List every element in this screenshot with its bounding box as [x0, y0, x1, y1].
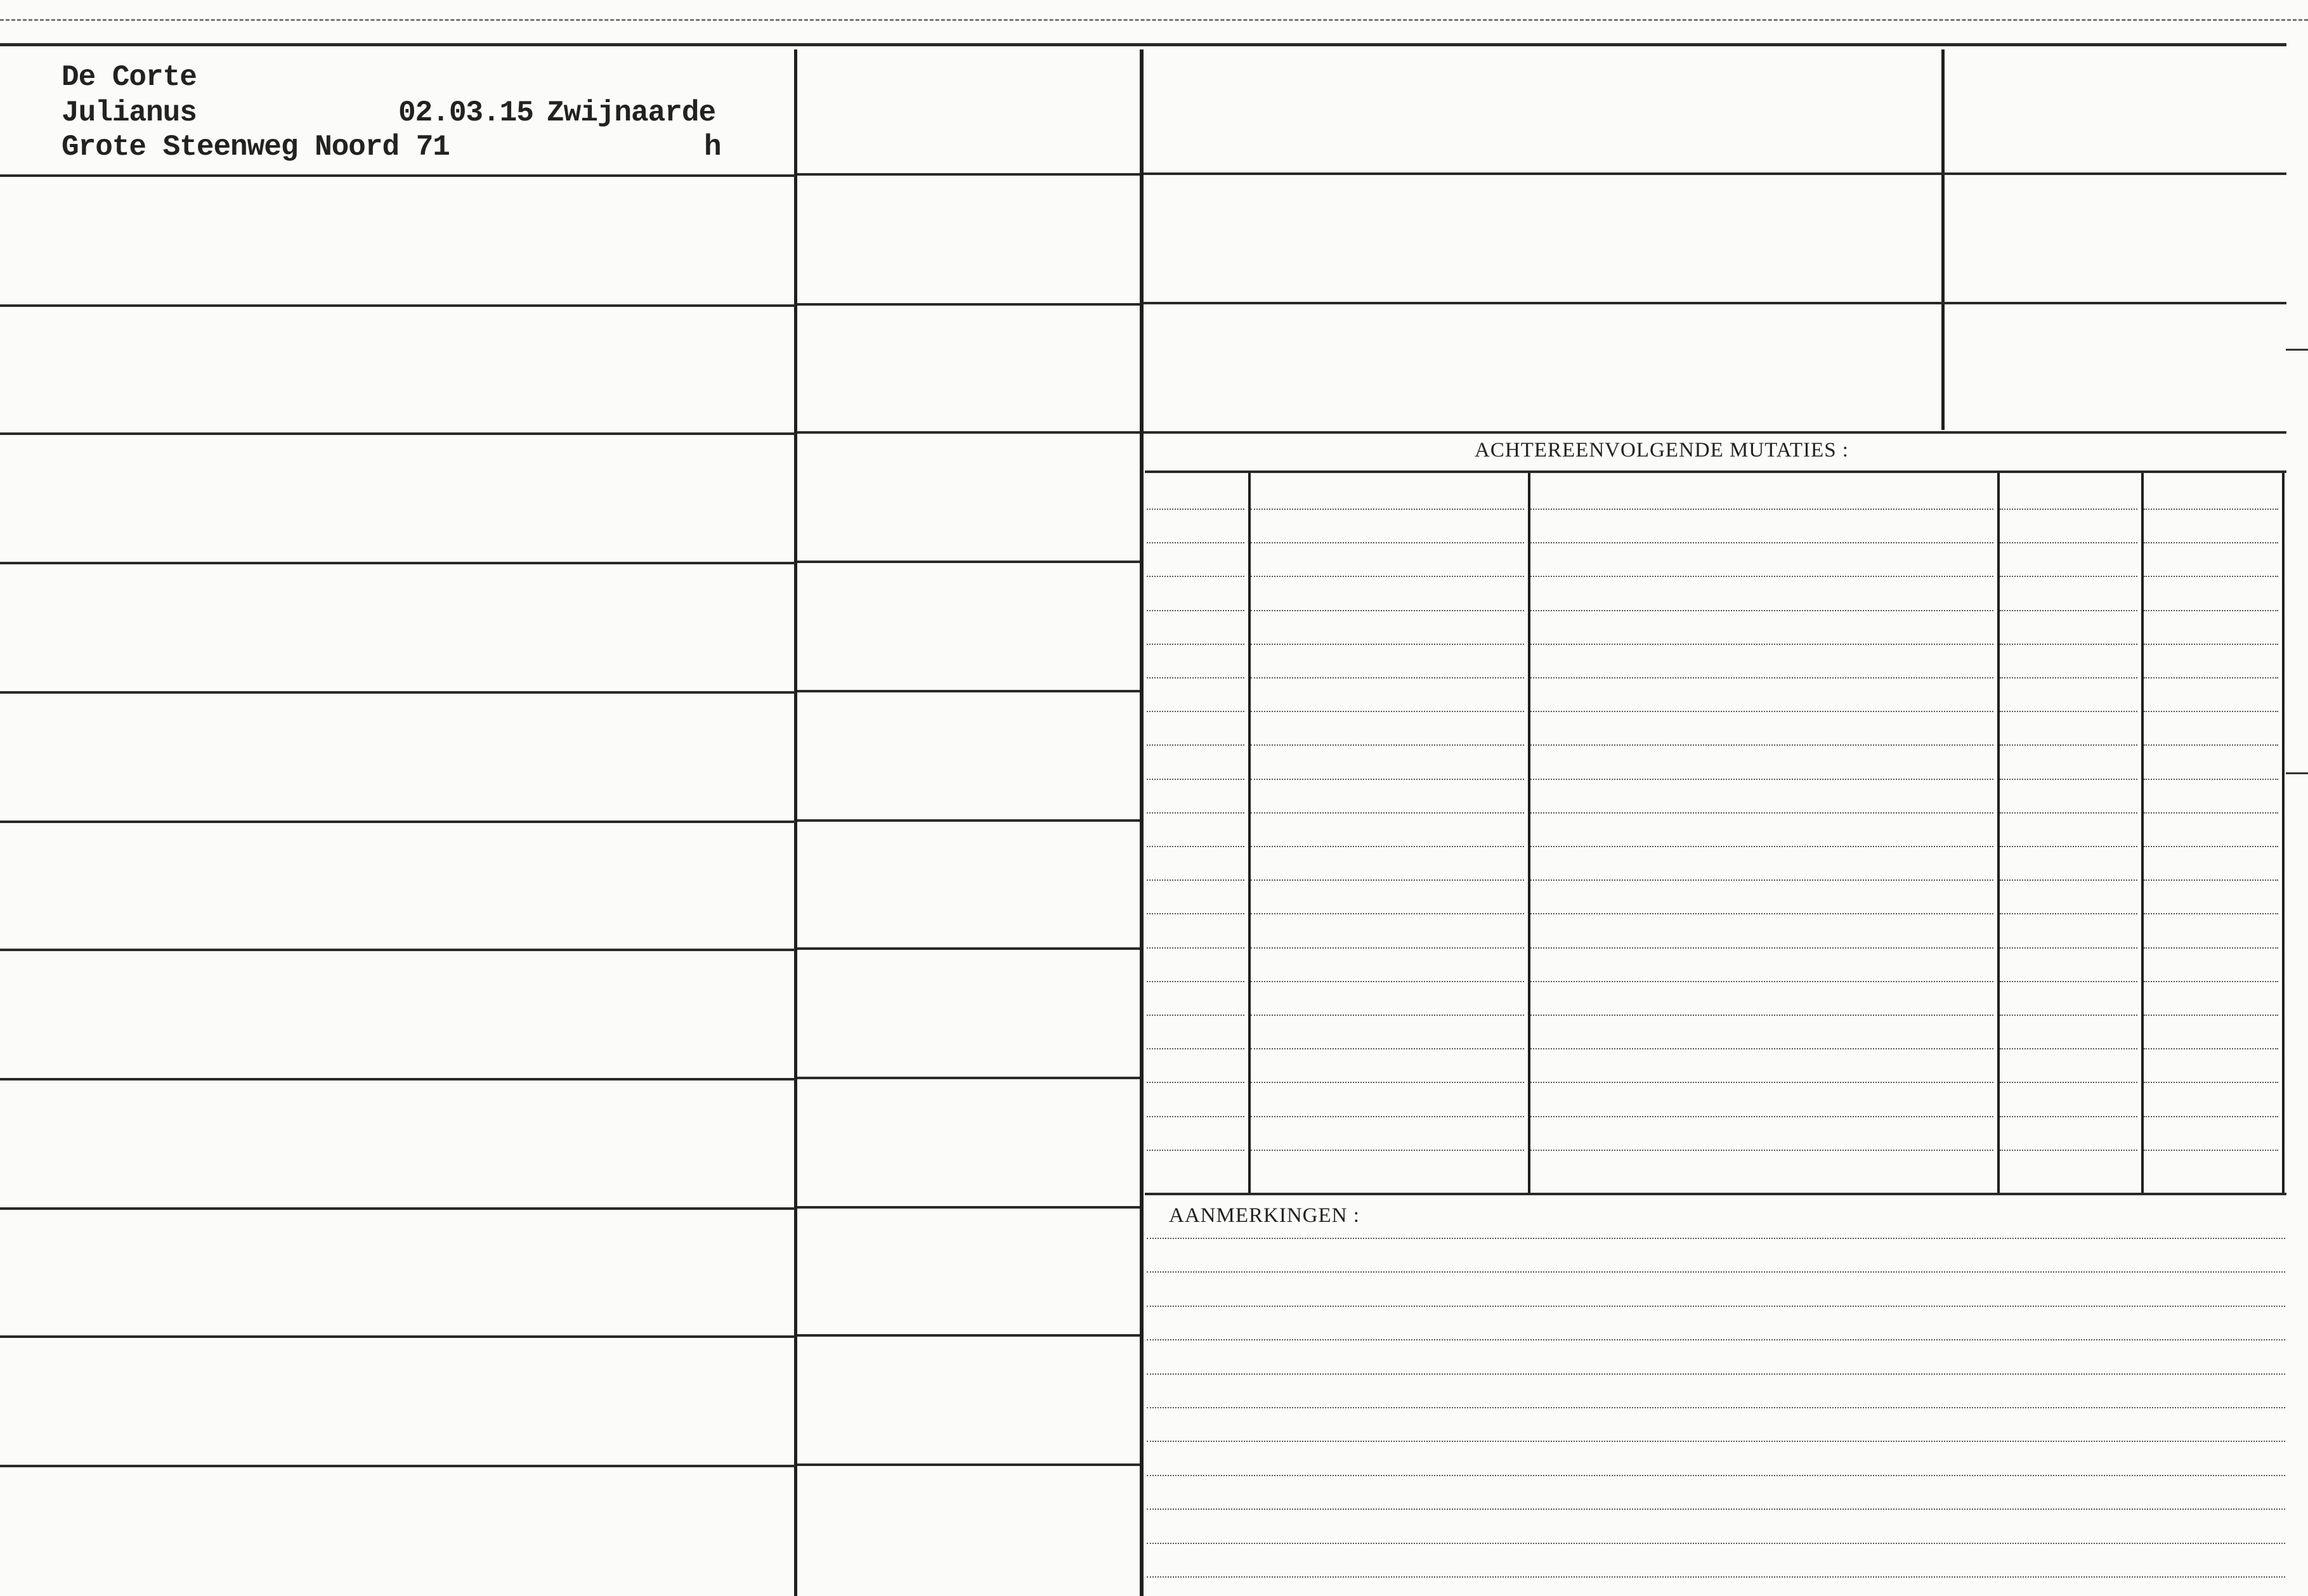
- mutation-row-line: [1251, 846, 1524, 847]
- mutation-row-line: [1530, 913, 1993, 914]
- mutation-row-line: [1251, 711, 1524, 712]
- mutation-row-line: [2000, 744, 2137, 746]
- mutation-row-line: [1251, 610, 1524, 611]
- remark-row-line: [1147, 1238, 2285, 1239]
- mutation-row-line: [1251, 913, 1524, 914]
- mutation-row-line: [1530, 779, 1993, 780]
- left-row-rule: [0, 1078, 795, 1080]
- mark: h: [704, 131, 721, 164]
- mutation-row-line: [1251, 509, 1524, 510]
- left-row-rule: [0, 432, 795, 435]
- middle-row-rule: [797, 1463, 1140, 1466]
- mutation-row-line: [2000, 947, 2137, 949]
- mutation-row-line: [1147, 744, 1244, 746]
- remarks-heading: AANMERKINGEN :: [1169, 1204, 1360, 1227]
- right-block-rule: [1144, 172, 2286, 175]
- middle-row-rule: [797, 173, 1140, 176]
- mutation-row-line: [2144, 947, 2278, 949]
- mutation-row-line: [1251, 879, 1524, 881]
- mutation-row-line: [1530, 812, 1993, 814]
- mutation-row-line: [2144, 610, 2278, 611]
- middle-row-rule: [797, 819, 1140, 822]
- mutation-row-line: [1251, 677, 1524, 678]
- remark-row-line: [1147, 1441, 2285, 1442]
- mutation-row-line: [2144, 879, 2278, 881]
- mutation-row-line: [2000, 812, 2137, 814]
- mutation-row-line: [1147, 509, 1244, 510]
- mutation-row-line: [2144, 779, 2278, 780]
- mutation-row-line: [2000, 509, 2137, 510]
- mutation-row-line: [1530, 542, 1993, 543]
- left-row-rule: [0, 949, 795, 951]
- mutation-row-line: [2000, 846, 2137, 847]
- mutation-row-line: [2000, 879, 2137, 881]
- mutation-row-line: [1147, 812, 1244, 814]
- mutation-row-line: [1530, 846, 1993, 847]
- mutation-row-line: [1530, 576, 1993, 577]
- mutation-row-line: [1530, 1116, 1993, 1117]
- mutation-row-line: [2144, 677, 2278, 678]
- mutation-row-line: [1251, 1048, 1524, 1049]
- mutations-heading: ACHTEREENVOLGENDE MUTATIES :: [1475, 439, 1849, 462]
- mutation-row-line: [2000, 779, 2137, 780]
- birth-place: Zwijnaarde: [547, 96, 716, 129]
- top-border: [0, 43, 2286, 46]
- surname: De Corte: [62, 61, 197, 94]
- left-row-rule: [0, 304, 795, 307]
- mutations-bottom-rule: [1145, 1193, 2286, 1195]
- middle-row-rule: [797, 1206, 1140, 1209]
- mutations-col-1: [1248, 473, 1251, 1193]
- mutations-col-4: [2141, 473, 2144, 1193]
- mutation-row-line: [2144, 981, 2278, 982]
- mutations-col-3: [1997, 473, 2000, 1193]
- column-divider-2: [1140, 49, 1144, 1596]
- mutation-row-line: [2000, 677, 2137, 678]
- middle-row-rule: [797, 947, 1140, 950]
- mutation-row-line: [2000, 1015, 2137, 1016]
- remark-row-line: [1147, 1475, 2285, 1476]
- middle-row-rule: [797, 690, 1140, 692]
- left-row-rule: [0, 562, 795, 564]
- mutation-row-line: [1251, 981, 1524, 982]
- left-row-rule: [0, 1465, 795, 1467]
- mutation-row-line: [1147, 1015, 1244, 1016]
- mutation-row-line: [1147, 779, 1244, 780]
- mutation-row-line: [1147, 1116, 1244, 1117]
- column-divider-3: [1941, 49, 1945, 430]
- mutation-row-line: [1147, 879, 1244, 881]
- mutation-row-line: [2144, 1048, 2278, 1049]
- mutation-row-line: [1251, 644, 1524, 645]
- mutation-row-line: [2144, 711, 2278, 712]
- mutation-row-line: [2000, 711, 2137, 712]
- mutation-row-line: [1251, 1015, 1524, 1016]
- mutation-row-line: [1530, 711, 1993, 712]
- mutation-row-line: [2144, 1015, 2278, 1016]
- mutation-row-line: [1530, 509, 1993, 510]
- mutations-col-5: [2282, 473, 2285, 1193]
- mutation-row-line: [1147, 711, 1244, 712]
- mutation-row-line: [1251, 542, 1524, 543]
- middle-row-rule: [797, 431, 1140, 434]
- mutation-row-line: [2144, 1082, 2278, 1083]
- middle-row-rule: [797, 1334, 1140, 1337]
- mutation-row-line: [2000, 1048, 2137, 1049]
- given-name: Julianus: [62, 96, 197, 129]
- mutation-row-line: [1147, 610, 1244, 611]
- mutation-row-line: [2000, 1116, 2137, 1117]
- right-block-rule: [1144, 302, 2286, 304]
- mutation-row-line: [1530, 744, 1993, 746]
- top-edge: [0, 19, 2308, 21]
- mutation-row-line: [1530, 1150, 1993, 1151]
- mutation-row-line: [1530, 677, 1993, 678]
- mutation-row-line: [1530, 879, 1993, 881]
- mutation-row-line: [2000, 644, 2137, 645]
- mutation-row-line: [1530, 644, 1993, 645]
- mutation-row-line: [2144, 509, 2278, 510]
- remark-row-line: [1147, 1373, 2285, 1375]
- mutation-row-line: [2144, 846, 2278, 847]
- mutation-row-line: [2144, 542, 2278, 543]
- mutation-row-line: [1147, 644, 1244, 645]
- mutation-row-line: [2144, 644, 2278, 645]
- mutation-row-line: [1147, 981, 1244, 982]
- remark-row-line: [1147, 1339, 2285, 1340]
- mutation-row-line: [1147, 542, 1244, 543]
- mutation-row-line: [1147, 846, 1244, 847]
- remark-row-line: [1147, 1271, 2285, 1273]
- mutation-row-line: [1251, 1082, 1524, 1083]
- mutation-row-line: [1147, 913, 1244, 914]
- right-block-rule: [1144, 431, 2286, 434]
- mutation-row-line: [1147, 947, 1244, 949]
- remark-row-line: [1147, 1576, 2285, 1578]
- mutation-row-line: [2000, 981, 2137, 982]
- mutation-row-line: [2144, 576, 2278, 577]
- remark-row-line: [1147, 1543, 2285, 1544]
- mutation-row-line: [1147, 1150, 1244, 1151]
- edge-tick: [2286, 349, 2308, 351]
- mutation-row-line: [2000, 1150, 2137, 1151]
- mutation-row-line: [1251, 812, 1524, 814]
- remark-row-line: [1147, 1407, 2285, 1408]
- mutation-row-line: [2000, 913, 2137, 914]
- left-row-rule: [0, 691, 795, 694]
- mutation-row-line: [1147, 677, 1244, 678]
- mutation-row-line: [1530, 1082, 1993, 1083]
- mutations-top-rule: [1145, 470, 2286, 473]
- mutation-row-line: [2144, 913, 2278, 914]
- mutations-col-2: [1528, 473, 1530, 1193]
- mutation-row-line: [1251, 947, 1524, 949]
- left-row-rule: [0, 1207, 795, 1210]
- mutation-row-line: [2144, 1116, 2278, 1117]
- mutation-row-line: [1147, 576, 1244, 577]
- mutation-row-line: [1251, 576, 1524, 577]
- mutation-row-line: [1147, 1048, 1244, 1049]
- mutation-row-line: [2144, 812, 2278, 814]
- mutation-row-line: [2000, 542, 2137, 543]
- mutation-row-line: [1251, 744, 1524, 746]
- mutation-row-line: [2000, 1082, 2137, 1083]
- mutation-row-line: [2000, 610, 2137, 611]
- mutation-row-line: [1530, 1048, 1993, 1049]
- address: Grote Steenweg Noord 71: [62, 131, 450, 164]
- birth-date: 02.03.15: [398, 96, 533, 129]
- left-row-rule: [0, 174, 795, 177]
- mutation-row-line: [1530, 610, 1993, 611]
- mutation-row-line: [1530, 981, 1993, 982]
- mutation-row-line: [1530, 1015, 1993, 1016]
- left-row-rule: [0, 821, 795, 823]
- remark-row-line: [1147, 1508, 2285, 1510]
- middle-row-rule: [797, 1077, 1140, 1079]
- mutation-row-line: [2144, 744, 2278, 746]
- mutation-row-line: [1251, 779, 1524, 780]
- middle-row-rule: [797, 303, 1140, 306]
- mutation-row-line: [1147, 1082, 1244, 1083]
- mutation-row-line: [1251, 1150, 1524, 1151]
- left-row-rule: [0, 1335, 795, 1338]
- edge-tick: [2286, 772, 2308, 774]
- mutation-row-line: [2144, 1150, 2278, 1151]
- mutation-row-line: [2000, 576, 2137, 577]
- mutation-row-line: [1530, 947, 1993, 949]
- middle-row-rule: [797, 561, 1140, 563]
- mutation-row-line: [1251, 1116, 1524, 1117]
- remark-row-line: [1147, 1306, 2285, 1307]
